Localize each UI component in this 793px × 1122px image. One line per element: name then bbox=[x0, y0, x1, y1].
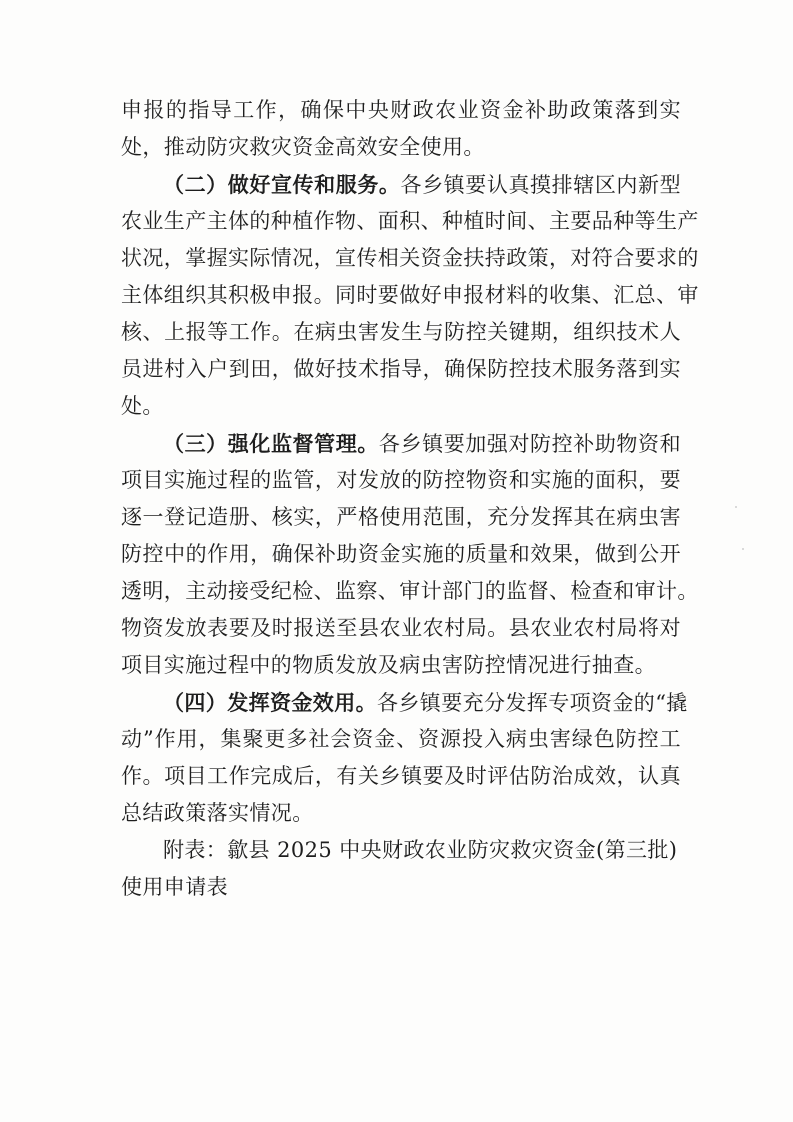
section-heading-supervision: （三）强化监督管理。 bbox=[163, 431, 379, 456]
paragraph-3-line-3: 逐一登记造册、核实，严格使用范围，充分发挥其在病虫害 bbox=[121, 505, 681, 529]
paragraph-4-line-1 bbox=[121, 684, 688, 721]
scan-speck bbox=[742, 548, 744, 550]
paragraph-3-line-7: 项目实施过程中的物质发放及病虫害防控情况进行抽查。 bbox=[121, 653, 656, 677]
paragraph-2-line-4: 主体组织其积极申报。同时要做好申报材料的收集、汇总、审 bbox=[121, 283, 699, 307]
paragraph-4-line-2: 动”作用，集聚更多社会资金、资源投入病虫害绿色防控工 bbox=[121, 727, 681, 751]
section-heading-publicity-service: （二）做好宣传和服务。 bbox=[163, 172, 401, 197]
paragraph-3-line-5: 透明，主动接受纪检、监察、审计部门的监督、检查和审计。 bbox=[121, 579, 699, 603]
attachment-line-1: 附表：歙县 2025 中央财政农业防灾救灾资金(第三批) bbox=[163, 838, 678, 862]
paragraph-2-line-6: 员进村入户到田，做好技术指导，确保防控技术服务落到实 bbox=[121, 357, 681, 381]
paragraph-1-line-2: 处，推动防灾救灾资金高效安全使用。 bbox=[121, 135, 485, 159]
paragraph-3-line-4: 防控中的作用，确保补助资金实施的质量和效果，做到公开 bbox=[121, 542, 681, 566]
paragraph-3-line-1 bbox=[121, 425, 681, 462]
paragraph-2-line-1 bbox=[121, 166, 681, 203]
paragraph-2-line-2: 农业生产主体的种植作物、面积、种植时间、主要品种等生产 bbox=[121, 209, 699, 233]
document-body bbox=[121, 92, 699, 906]
paragraph-3-line-1-text: 各乡镇要加强对防控补助物资和 bbox=[378, 432, 682, 456]
paragraph-4-line-3: 作。项目工作完成后，有关乡镇要及时评估防治成效，认真 bbox=[121, 764, 681, 788]
paragraph-3-line-2: 项目实施过程的监管，对发放的防控物资和实施的面积，要 bbox=[121, 468, 681, 492]
paragraph-2-line-3: 状况，掌握实际情况，宣传相关资金扶持政策，对符合要求的 bbox=[121, 246, 699, 270]
paragraph-3-line-6: 物资发放表要及时报送至县农业农村局。县农业农村局将对 bbox=[121, 616, 681, 640]
scan-speck bbox=[735, 506, 737, 508]
paragraph-2-line-1-text: 各乡镇要认真摸排辖区内新型 bbox=[400, 173, 681, 197]
paragraph-1-line-1: 申报的指导工作，确保中央财政农业资金补助政策落到实 bbox=[121, 98, 681, 122]
paragraph-4-line-4: 总结政策落实情况。 bbox=[121, 801, 314, 825]
section-heading-fund-effect: （四）发挥资金效用。 bbox=[163, 690, 377, 715]
paragraph-4-line-1-text: 各乡镇要充分发挥专项资金的“撬 bbox=[377, 691, 688, 715]
paragraph-2-line-7: 处。 bbox=[121, 394, 164, 418]
paragraph-2-line-5: 核、上报等工作。在病虫害发生与防控关键期，组织技术人 bbox=[121, 320, 681, 344]
attachment-line-2: 使用申请表 bbox=[121, 875, 228, 899]
